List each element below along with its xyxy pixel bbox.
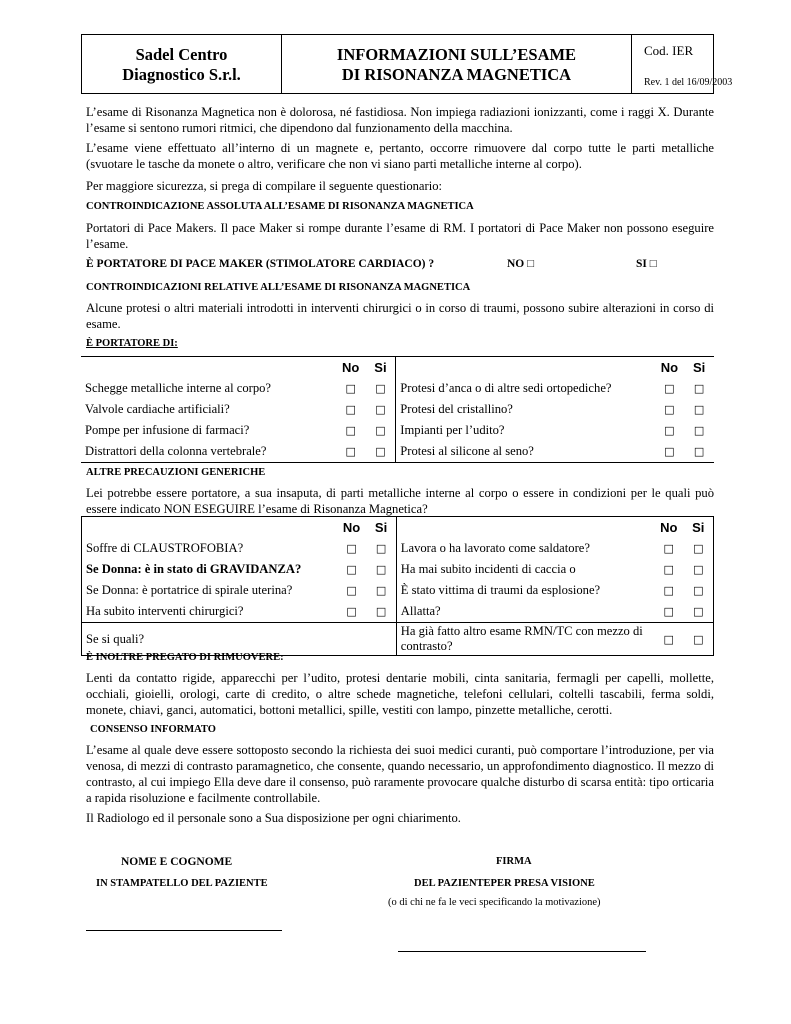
- si-checkbox[interactable]: □: [366, 420, 396, 441]
- relative-text: Alcune protesi o altri materiali introdotti in interventi chirurgici o in corso di traumi, possono subire alterazioni in corso di esame.: [86, 301, 714, 331]
- table-row: [82, 559, 714, 580]
- question-label: Se Donna: è portatrice di spirale uterina?: [86, 583, 293, 597]
- question-label: Se si quali?: [82, 623, 337, 656]
- si-checkbox[interactable]: □: [366, 378, 396, 399]
- name-label: NOME E COGNOME: [121, 856, 233, 868]
- question-label: Ha mai subito incidenti di caccia o: [400, 562, 576, 576]
- no-checkbox[interactable]: □: [664, 382, 675, 395]
- si-checkbox[interactable]: □: [366, 580, 396, 601]
- name-signature-line[interactable]: [86, 930, 282, 931]
- signature-note: (o di chi ne fa le veci specificando la motivazione): [388, 897, 601, 908]
- no-column-header: No: [342, 520, 361, 535]
- si-checkbox[interactable]: □: [693, 445, 705, 458]
- absolute-heading: CONTROINDICAZIONE ASSOLUTA ALL’ESAME DI RISONANZA MAGNETICA: [86, 201, 474, 212]
- si-checkbox[interactable]: □: [366, 441, 396, 463]
- si-checkbox[interactable]: □: [693, 605, 704, 618]
- question-label: Soffre di CLAUSTROFOBIA?: [86, 541, 244, 555]
- no-checkbox[interactable]: □: [664, 424, 675, 437]
- si-checkbox[interactable]: □: [693, 403, 705, 416]
- pacemaker-no-checkbox[interactable]: NO □: [507, 258, 535, 270]
- si-checkbox[interactable]: □: [693, 382, 705, 395]
- no-checkbox[interactable]: □: [663, 605, 674, 618]
- no-checkbox[interactable]: □: [664, 445, 675, 458]
- no-checkbox[interactable]: □: [663, 563, 674, 576]
- table-row: [82, 538, 714, 559]
- document-header: [81, 34, 733, 94]
- question-label: Se Donna: è in stato di GRAVIDANZA?: [86, 562, 302, 576]
- question-label: Pompe per infusione di farmaci?: [85, 423, 250, 437]
- signature-label: FIRMA: [496, 856, 532, 867]
- company-name: Sadel Centro Diagnostico S.r.l.: [82, 35, 282, 93]
- question-label: Protesi d’anca o di altre sedi ortopediche?: [400, 381, 612, 395]
- no-checkbox[interactable]: □: [654, 623, 684, 656]
- no-checkbox[interactable]: □: [346, 605, 357, 618]
- table-row: [82, 580, 714, 601]
- no-checkbox[interactable]: □: [345, 445, 356, 458]
- no-column-header: No: [342, 360, 360, 375]
- question-label: Protesi al silicone al seno?: [400, 444, 534, 458]
- si-checkbox[interactable]: □: [693, 563, 704, 576]
- no-checkbox[interactable]: □: [346, 563, 357, 576]
- si-checkbox[interactable]: □: [693, 542, 704, 555]
- si-checkbox[interactable]: □: [366, 559, 396, 580]
- precautions-text: Lei potrebbe essere portatore, a sua insaputa, di parti metalliche interne al corpo o essere in condizioni per le quali può essere indicato NON ESEGUIRE l’esame di Risonanza Magnetica?: [86, 486, 714, 516]
- document-revision: Rev. 1 del 16/09/2003: [644, 77, 733, 88]
- si-checkbox[interactable]: □: [684, 623, 714, 656]
- document-code: Cod. IER: [644, 43, 694, 58]
- no-checkbox[interactable]: □: [346, 584, 357, 597]
- no-checkbox[interactable]: □: [663, 584, 674, 597]
- si-checkbox[interactable]: □: [693, 424, 705, 437]
- consent-closing: Il Radiologo ed il personale sono a Sua disposizione per ogni chiarimento.: [86, 811, 461, 825]
- intro-paragraph-2: L’esame viene effettuato all’interno di un magnete e, pertanto, occorre rimuovere dal corpo tutte le parti metalliche (svuotare le tasche da monete o altro, verificare che non vi siano parti metalliche interne al corpo).: [86, 141, 714, 171]
- no-checkbox[interactable]: □: [345, 382, 356, 395]
- table-row: [81, 441, 714, 463]
- no-column-header: No: [660, 520, 678, 535]
- question-label: Impianti per l’udito?: [400, 423, 505, 437]
- no-checkbox[interactable]: □: [346, 542, 357, 555]
- question-label: Ha subito interventi chirurgici?: [86, 604, 244, 618]
- signature-line[interactable]: [398, 951, 646, 952]
- absolute-text: Portatori di Pace Makers. Il pace Maker si rompe durante l’esame di RM. I portatori di Pace Maker non possono eseguire l’esame.: [86, 221, 714, 251]
- document-code-cell: [632, 35, 733, 93]
- intro-paragraph-3: Per maggiore sicurezza, si prega di compilare il seguente questionario:: [86, 179, 442, 193]
- si-column-header: Si: [366, 357, 396, 379]
- name-sublabel: IN STAMPATELLO DEL PAZIENTE: [96, 878, 268, 889]
- si-checkbox[interactable]: □: [693, 584, 704, 597]
- no-checkbox[interactable]: □: [664, 403, 675, 416]
- document-title: INFORMAZIONI SULL’ESAME DI RISONANZA MAGNETICA: [282, 35, 632, 93]
- implants-table: [81, 356, 714, 463]
- si-column-header: Si: [692, 360, 706, 375]
- si-column-header: Si: [366, 517, 396, 539]
- question-label: Lavora o ha lavorato come saldatore?: [400, 541, 590, 555]
- si-checkbox[interactable]: □: [366, 538, 396, 559]
- question-label: Valvole cardiache artificiali?: [85, 402, 230, 416]
- consent-heading: CONSENSO INFORMATO: [90, 724, 216, 735]
- question-label: Schegge metalliche interne al corpo?: [85, 381, 272, 395]
- no-checkbox[interactable]: □: [663, 542, 674, 555]
- question-label: Protesi del cristallino?: [400, 402, 513, 416]
- intro-paragraph-1: L’esame di Risonanza Magnetica non è dolorosa, né fastidiosa. Non impiega radiazioni ionizzanti, come i raggi X. Durante l’esame si sentono rumori ritmici, che dipendono dal funzionamento della macchina.: [86, 105, 714, 135]
- question-label: È stato vittima di traumi da esplosione?: [400, 583, 601, 597]
- table-row: [82, 623, 714, 656]
- pacemaker-question: È PORTATORE DI PACE MAKER (STIMOLATORE CARDIACO) ?: [86, 258, 435, 270]
- carrier-heading: È PORTATORE DI:: [86, 338, 178, 349]
- si-checkbox[interactable]: □: [366, 601, 396, 623]
- precautions-table: [81, 516, 714, 656]
- no-column-header: No: [660, 360, 679, 375]
- consent-text: L’esame al quale deve essere sottoposto secondo la richiesta dei suoi medici curanti, può comportare l’introduzione, per via venosa, di mezzi di contrasto paramagnetico, che consente, quando necessario, un approfondimento diagnostico. Il mezzo di contrasto, al cui impiego Ella deve dare il consenso, può raramente provocare qualche disturbo di scarsa entità: tipo orticaria a rapida risoluzione e facilmente controllabile.: [86, 743, 714, 805]
- no-checkbox[interactable]: □: [345, 424, 356, 437]
- pacemaker-si-checkbox[interactable]: SI □: [636, 258, 657, 270]
- remove-heading: È INOLTRE PREGATO DI RIMUOVERE:: [86, 652, 284, 663]
- question-label: Distrattori della colonna vertebrale?: [85, 444, 267, 458]
- relative-heading: CONTROINDICAZIONI RELATIVE ALL’ESAME DI RISONANZA MAGNETICA: [86, 282, 471, 293]
- table-row: [81, 420, 714, 441]
- si-column-header: Si: [692, 520, 705, 535]
- table-row: [81, 399, 714, 420]
- signature-sublabel: DEL PAZIENTEPER PRESA VISIONE: [414, 878, 595, 889]
- table-row: [82, 601, 714, 623]
- remove-text: Lenti da contatto rigide, apparecchi per l’udito, protesi dentarie mobili, cinta sanitaria, fermagli per capelli, mollette, occhiali, gioielli, orologi, carte di credito, o altre schede magnetiche, telefoni cellulari, coltelli tascabili, ferma soldi, monete, chiavi, ganci, automatici, bottoni metallici, spille, vestiti con lampo, pinzette metalliche, cerotti.: [86, 671, 714, 717]
- no-checkbox[interactable]: □: [345, 403, 356, 416]
- table-row: [81, 378, 714, 399]
- precautions-heading: ALTRE PRECAUZIONI GENERICHE: [86, 467, 266, 478]
- question-label: Allatta?: [400, 604, 441, 618]
- si-checkbox[interactable]: □: [366, 399, 396, 420]
- question-label: Ha già fatto altro esame RMN/TC con mezzo di contrasto?: [396, 623, 654, 656]
